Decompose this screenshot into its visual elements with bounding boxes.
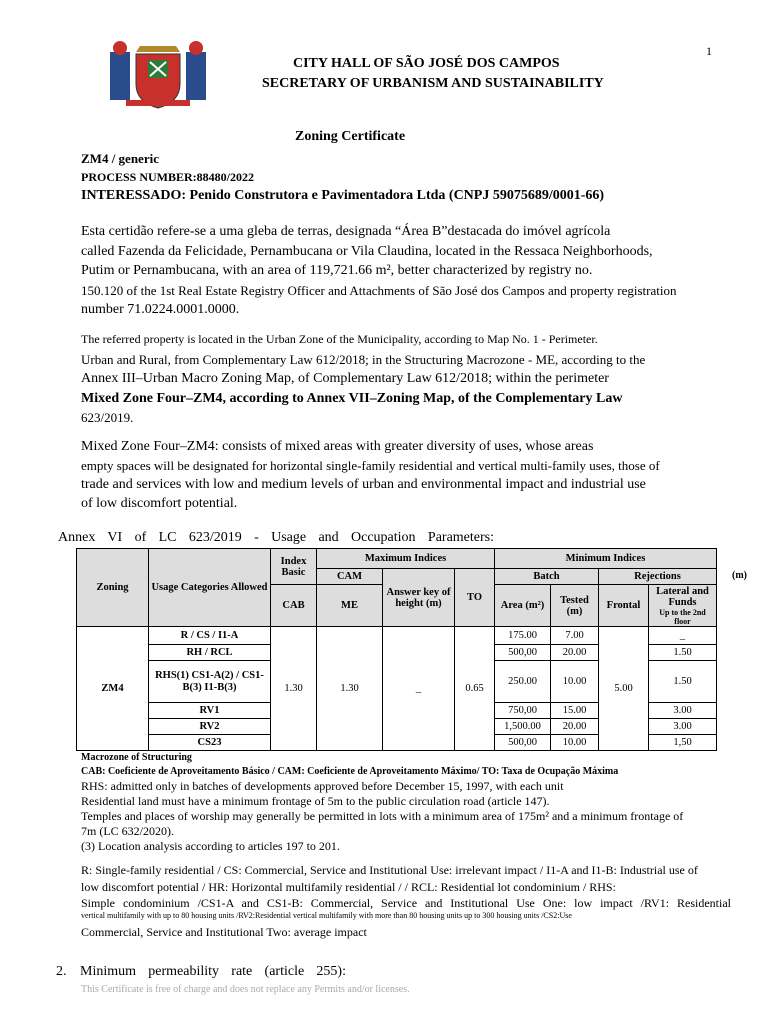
section-permeability xyxy=(56,964,346,980)
col-header-area: Area (m²) xyxy=(495,585,551,627)
text-line: vertical multifamily with up to 80 housing units /RV2:Residential vertical multifamily with more than 80 housing units up to 300 housing units /CS2:Use xyxy=(81,911,572,920)
table-cell: 1.50 xyxy=(649,661,717,703)
table-cell: 20.00 xyxy=(551,719,599,735)
text-line: of low discomfort potential. xyxy=(81,496,238,511)
table-cell: 3.00 xyxy=(649,719,717,735)
text-line: CAB: Coeficiente de Aproveitamento Básico / CAM: Coeficiente de Aproveitamento Máximo/ TO: Taxa de Ocupação Máxima xyxy=(81,766,619,777)
text-line: Macrozone of Structuring xyxy=(81,752,192,763)
zone-line: ZM4 / generic xyxy=(81,151,159,166)
table-notes xyxy=(81,751,731,940)
col-header-min-indices: Minimum Indices xyxy=(495,549,717,569)
text-line: Putim or Pernambucana, with an area of 119,721.66 m², better characterized by registry no. xyxy=(81,263,593,278)
text-line: Mixed Zone Four–ZM4: consists of mixed areas with greater diversity of uses, whose areas xyxy=(81,439,594,454)
city-coat-of-arms-logo xyxy=(106,38,210,110)
cab-value: 1.30 xyxy=(271,627,317,751)
text-line: Lateral and Funds xyxy=(656,585,709,608)
page-number: 1 xyxy=(706,44,712,58)
col-header-to: TO xyxy=(455,569,495,627)
text-line: The referred property is located in the Urban Zone of the Municipality, according to Map No. 1 - Perimeter. xyxy=(81,332,598,346)
me-value: 1.30 xyxy=(317,627,383,751)
frontal-value: 5.00 xyxy=(599,627,649,751)
table-cell: 3.00 xyxy=(649,703,717,719)
col-header-usage: Usage Categories Allowed xyxy=(149,549,271,627)
text-line: Up to the 2nd floor xyxy=(659,607,706,626)
table-cell: 750,00 xyxy=(495,703,551,719)
table-cell: 7.00 xyxy=(551,627,599,645)
text-line xyxy=(81,854,731,862)
document-title: Zoning Certificate xyxy=(295,129,406,144)
col-header-batch: Batch xyxy=(495,569,599,585)
text-line: Minimum permeability rate (article 255): xyxy=(80,964,346,979)
col-header-tested: Tested (m) xyxy=(551,585,599,627)
text-line: trade and services with low and medium levels of urban and environmental impact and industrial use xyxy=(81,477,646,492)
text-line: 2. xyxy=(56,964,67,979)
text-line: RHS: admitted only in batches of developments approved before December 15, 1997, with each unit xyxy=(81,779,564,793)
process-number: PROCESS NUMBER:88480/2022 xyxy=(81,170,255,184)
text-line: 623/2019. xyxy=(81,410,134,425)
table-cell: 500,00 xyxy=(495,645,551,661)
unit-label: (m) xyxy=(732,570,747,581)
table-cell: 15.00 xyxy=(551,703,599,719)
interested-party: INTERESSADO: Penido Construtora e Pavimentadora Ltda (CNPJ 59075689/0001-66) xyxy=(81,188,605,203)
table-row xyxy=(77,627,717,645)
text-line: 150.120 of the 1st Real Estate Registry Officer and Attachments of São José dos Campos and property registration xyxy=(81,282,677,298)
col-header-me: ME xyxy=(317,585,383,627)
text-line: (3) Location analysis according to articles 197 to 201. xyxy=(81,839,340,853)
table-cell: 10.00 xyxy=(551,661,599,703)
text-line: number 71.0224.0001.0000. xyxy=(81,302,240,317)
table-cell: RH / RCL xyxy=(149,645,271,661)
table-cell: RV1 xyxy=(149,703,271,719)
table-cell: CS23 xyxy=(149,735,271,751)
footer-note: This Certificate is free of charge and does not replace any Permits and/or licenses. xyxy=(81,984,410,995)
col-header-answer-key: Answer key of height (m) xyxy=(383,569,455,627)
annex-title: Annex VI of LC 623/2019 - Usage and Occupation Parameters: xyxy=(58,530,494,545)
height-value: _ xyxy=(383,627,455,751)
col-header-max-indices: Maximum Indices xyxy=(317,549,495,569)
table-cell: 20.00 xyxy=(551,645,599,661)
zone-cell: ZM4 xyxy=(77,627,149,751)
table-cell: 175.00 xyxy=(495,627,551,645)
text-line: Temples and places of worship may generally be permitted in lots with a minimum area of 175m² and a minimum frontage of xyxy=(81,809,684,823)
paragraph-property-description xyxy=(81,222,731,320)
header-city-hall: CITY HALL OF SÃO JOSÉ DOS CAMPOS xyxy=(293,56,560,71)
table-cell: _ xyxy=(649,627,717,645)
zoning-parameters-table xyxy=(76,548,717,751)
col-header-cab: CAB xyxy=(271,585,317,627)
col-header-zoning: Zoning xyxy=(77,549,149,627)
table-cell: 250.00 xyxy=(495,661,551,703)
table-cell: RV2 xyxy=(149,719,271,735)
text-line: Mixed Zone Four–ZM4, according to Annex VII–Zoning Map, of the Complementary Law xyxy=(81,390,623,406)
col-header-cam: CAM xyxy=(317,569,383,585)
table-cell: 1,500.00 xyxy=(495,719,551,735)
text-line: Simple condominium /CS1-A and CS1-B: Commercial, Service and Institutional Use One: low impact /RV1: Residential xyxy=(81,896,731,910)
paragraph-property-location xyxy=(81,330,731,428)
table-cell: RHS(1) CS1-A(2) / CS1-B(3) I1-B(3) xyxy=(149,661,271,703)
paragraph-zm4-description xyxy=(81,437,731,513)
col-header-rejections: Rejections xyxy=(599,569,717,585)
col-header-index-basic: Index Basic xyxy=(271,549,317,585)
table-cell: 1.50 xyxy=(649,645,717,661)
text-line: Residential land must have a minimum frontage of 5m to the public circulation road (article 147). xyxy=(81,794,550,808)
text-line: Esta certidão refere-se a uma gleba de terras, designada “Área B”destacada do imóvel agrícola xyxy=(81,224,611,239)
to-value: 0.65 xyxy=(455,627,495,751)
text-line: Commercial, Service and Institutional Two: average impact xyxy=(81,925,367,939)
table-cell: 1,50 xyxy=(649,735,717,751)
text-line: Annex III–Urban Macro Zoning Map, of Complementary Law 612/2018; within the perimeter xyxy=(81,371,609,386)
text-line: low discomfort potential / HR: Horizontal multifamily residential / / RCL: Residential lot condominium / RHS: xyxy=(81,880,616,894)
header-secretary: SECRETARY OF URBANISM AND SUSTAINABILITY xyxy=(262,76,604,91)
text-line: 7m (LC 632/2020). xyxy=(81,824,174,838)
text-line: called Fazenda da Felicidade, Pernambucana or Vila Claudina, located in the Ressaca Neighborhoods, xyxy=(81,243,653,259)
text-line: Urban and Rural, from Complementary Law 612/2018; in the Structuring Macrozone - ME, according to the xyxy=(81,351,646,367)
col-header-lateral xyxy=(649,585,717,627)
col-header-frontal: Frontal xyxy=(599,585,649,627)
table-cell: 500,00 xyxy=(495,735,551,751)
text-line: R: Single-family residential / CS: Commercial, Service and Institutional Use: irrelevant impact / I1-A and I1-B: Industrial use of xyxy=(81,863,698,877)
table-cell: R / CS / I1-A xyxy=(149,627,271,645)
table-cell: 10.00 xyxy=(551,735,599,751)
text-line: empty spaces will be designated for horizontal single-family residential and vertical multi-family uses, those of xyxy=(81,458,660,473)
